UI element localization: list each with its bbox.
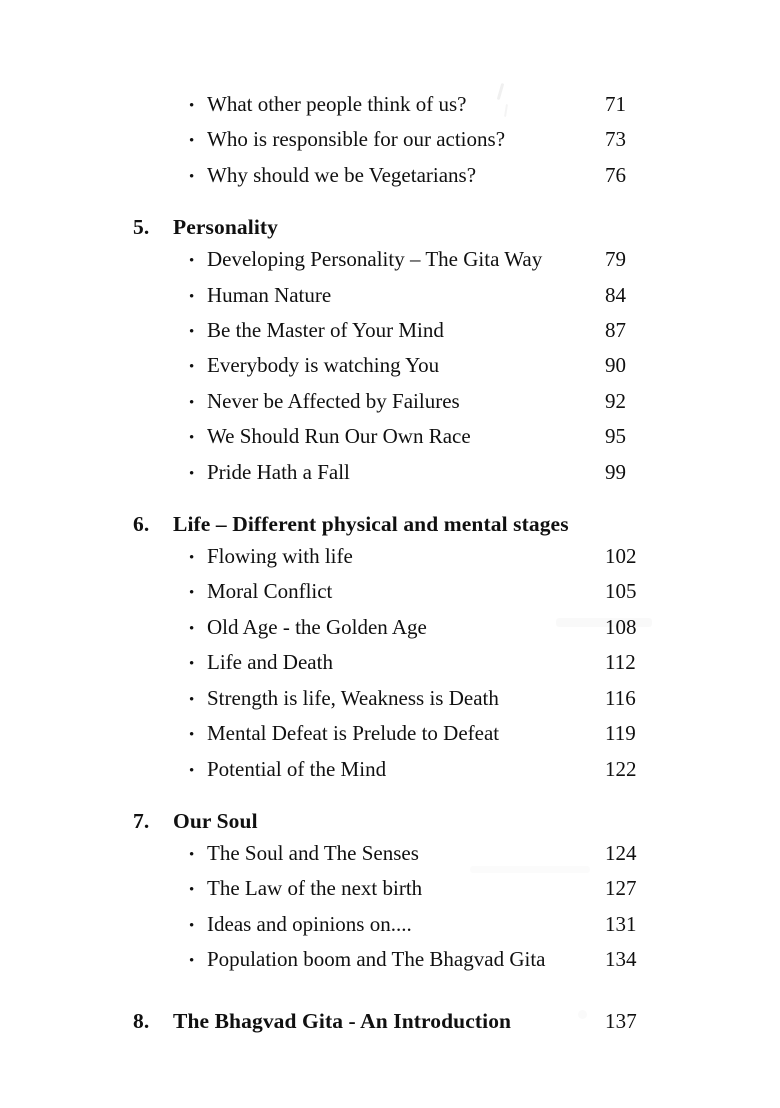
toc-entry-label: Potential of the Mind	[207, 756, 387, 781]
toc-entry-label: Developing Personality – The Gita Way	[207, 247, 543, 272]
toc-entry-page-number: 71	[605, 92, 626, 116]
toc-entry-label: Ideas and opinions on....	[207, 911, 412, 936]
bullet-icon: •	[189, 620, 195, 637]
bullet-icon: •	[189, 465, 195, 482]
section-spacer	[0, 788, 780, 805]
bullet-icon: •	[189, 288, 195, 305]
toc-entry-label: The Law of the next birth	[207, 876, 423, 901]
bullet-icon: •	[189, 917, 195, 934]
toc-entry-label: Never be Affected by Failures	[207, 388, 460, 413]
bullet-icon: •	[189, 133, 195, 150]
toc-entry-page-number: 108	[605, 614, 637, 639]
bullet-icon: •	[189, 324, 195, 341]
toc-section	[0, 211, 780, 491]
bullet-icon: •	[189, 846, 195, 863]
toc-entry[interactable]	[0, 646, 780, 681]
bullet-icon: •	[189, 656, 195, 673]
toc-entry[interactable]	[0, 88, 780, 123]
bullet-icon: •	[189, 430, 195, 447]
toc-entry-label: Why should we be Vegetarians?	[207, 162, 477, 187]
toc-entry[interactable]	[0, 123, 780, 158]
toc-entry[interactable]	[0, 385, 780, 420]
toc-entry-page-number: 95	[605, 424, 626, 449]
toc-entry-label: The Soul and The Senses	[207, 840, 419, 865]
toc-section-heading[interactable]	[0, 211, 780, 243]
toc-entry-page-number: 79	[605, 247, 626, 272]
toc-entry[interactable]	[0, 420, 780, 455]
toc-section-heading[interactable]	[0, 805, 780, 837]
toc-entry-page-number: 84	[605, 282, 626, 307]
toc-entry[interactable]	[0, 943, 780, 978]
toc-entry[interactable]	[0, 243, 780, 278]
toc-entry-label: What other people think of us?	[207, 92, 467, 116]
bullet-icon: •	[189, 882, 195, 899]
toc-entry-label: Human Nature	[207, 282, 332, 307]
toc-entry[interactable]	[0, 753, 780, 788]
toc-section-page-number: 137	[605, 1008, 637, 1033]
toc-section-title: Our Soul	[173, 808, 258, 833]
bullet-icon: •	[189, 98, 195, 114]
bullet-icon: •	[189, 253, 195, 270]
toc-entry-label: Everybody is watching You	[207, 353, 440, 378]
toc-entry-page-number: 92	[605, 388, 626, 413]
bullet-icon: •	[189, 585, 195, 602]
toc-section	[0, 508, 780, 788]
toc-entry-page-number: 134	[605, 947, 637, 972]
toc-entry-page-number: 127	[605, 876, 637, 901]
toc-entry-page-number: 87	[605, 318, 626, 343]
toc-entry-page-number: 76	[605, 162, 626, 187]
toc-entry[interactable]	[0, 837, 780, 872]
toc-entry-label: Who is responsible for our actions?	[207, 127, 506, 152]
toc-entry-label: Be the Master of Your Mind	[207, 318, 444, 343]
toc-entry-label: Flowing with life	[207, 544, 353, 569]
toc-entry[interactable]	[0, 456, 780, 491]
toc-section	[0, 1005, 780, 1037]
toc-entry-page-number: 102	[605, 544, 637, 569]
section-spacer	[0, 491, 780, 508]
toc-entry-label: We Should Run Our Own Race	[207, 424, 471, 449]
toc-entry[interactable]	[0, 717, 780, 752]
toc-entry-page-number: 90	[605, 353, 626, 378]
section-spacer	[0, 194, 780, 211]
toc-entry-page-number: 99	[605, 459, 626, 484]
toc-entry[interactable]	[0, 314, 780, 349]
toc-entry-label: Moral Conflict	[207, 579, 333, 604]
toc-entry-label: Life and Death	[207, 650, 333, 675]
bullet-icon: •	[189, 953, 195, 970]
toc-entry[interactable]	[0, 908, 780, 943]
toc-entry-label: Old Age - the Golden Age	[207, 614, 427, 639]
toc-section-number: 6.	[133, 512, 150, 537]
sections-group	[0, 194, 780, 1036]
bullet-icon: •	[189, 168, 195, 185]
bullet-icon: •	[189, 394, 195, 411]
bullet-icon: •	[189, 550, 195, 567]
toc-entry-page-number: 131	[605, 911, 637, 936]
toc-section-title: Life – Different physical and mental stages	[173, 512, 569, 537]
toc-section-number: 5.	[133, 215, 150, 240]
bullet-icon: •	[189, 359, 195, 376]
continued-entries-group	[0, 88, 780, 194]
toc-section-title: Personality	[173, 215, 278, 240]
toc-entry-page-number: 105	[605, 579, 637, 604]
toc-entry-page-number: 112	[605, 650, 636, 675]
toc-entry-page-number: 122	[605, 756, 637, 781]
bullet-icon: •	[189, 691, 195, 708]
toc-entry-page-number: 124	[605, 840, 637, 865]
toc-entry[interactable]	[0, 540, 780, 575]
toc-entry[interactable]	[0, 682, 780, 717]
toc-entry-label: Population boom and The Bhagvad Gita	[207, 947, 546, 972]
toc-entry[interactable]	[0, 279, 780, 314]
toc-section-number: 7.	[133, 808, 150, 833]
toc-entry-page-number: 116	[605, 685, 636, 710]
toc-entry[interactable]	[0, 159, 780, 194]
toc-entry[interactable]	[0, 611, 780, 646]
toc-section-number: 8.	[133, 1008, 150, 1033]
toc-section-heading[interactable]	[0, 508, 780, 540]
toc-section-title: The Bhagvad Gita - An Introduction	[173, 1008, 512, 1033]
toc-entry[interactable]	[0, 349, 780, 384]
toc-section	[0, 805, 780, 979]
toc-entry[interactable]	[0, 575, 780, 610]
toc-entry-page-number: 73	[605, 127, 626, 152]
toc-entry-label: Mental Defeat is Prelude to Defeat	[207, 721, 500, 746]
toc-section-heading[interactable]	[0, 1005, 780, 1037]
toc-entry-label: Strength is life, Weakness is Death	[207, 685, 499, 710]
bullet-icon: •	[189, 727, 195, 744]
toc-entry-page-number: 119	[605, 721, 636, 746]
section-spacer	[0, 979, 780, 1005]
toc-entry-label: Pride Hath a Fall	[207, 459, 350, 484]
toc-entry[interactable]	[0, 872, 780, 907]
bullet-icon: •	[189, 762, 195, 779]
